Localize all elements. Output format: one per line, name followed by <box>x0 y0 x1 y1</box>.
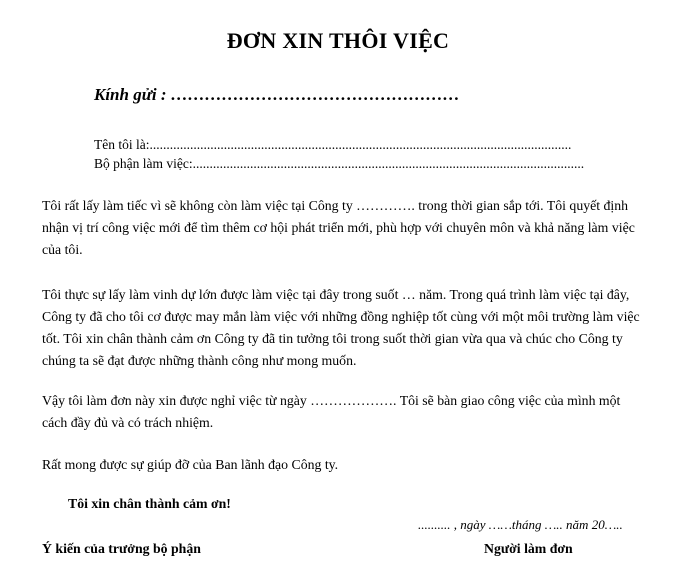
paragraph-line: của tôi. <box>42 242 83 257</box>
paragraph-line: nhận vị trí công việc mới để tìm thêm cơ hội phát triển mới, phù hợp với chuyên môn và khả năng làm việc <box>42 220 635 235</box>
paragraph-line: Tôi thực sự lấy làm vinh dự lớn được làm việc tại đây trong suốt … năm. Trong quá trình làm việc tại đây, <box>42 287 630 302</box>
paragraph-closing <box>42 454 642 476</box>
department-head-signature-label: Ý kiến của trưởng bộ phận <box>42 541 201 556</box>
paragraph-request <box>42 390 642 434</box>
document-title: ĐƠN XIN THÔI VIỆC <box>226 28 450 53</box>
paragraph-line: chúng ta sẽ đạt được những thành công như mong muốn. <box>42 353 357 368</box>
paragraph-line: Tôi rất lấy làm tiếc vì sẽ không còn làm việc tại Công ty …………. trong thời gian sắp tới. Tôi quyết định <box>42 198 629 213</box>
paragraph-line: Rất mong được sự giúp đỡ của Ban lãnh đạo Công ty. <box>42 457 339 472</box>
date-line: .......... , ngày ……tháng ….. năm 20….. <box>418 517 623 532</box>
paragraph-line: cách đầy đủ và có trách nhiệm. <box>42 415 214 430</box>
paragraph-line: tốt. Tôi xin chân thành cảm ơn Công ty đã tin tưởng tôi trong suốt thời gian vừa qua và chúc cho Công ty <box>42 331 623 346</box>
name-field: Tên tôi là:............................................................................................................................. <box>94 137 572 152</box>
paragraph-line: Vậy tôi làm đơn này xin được nghỉ việc từ ngày ………………. Tôi sẽ bàn giao công việc của mình một <box>42 393 621 408</box>
paragraph-regret <box>42 195 642 261</box>
applicant-signature-label: Người làm đơn <box>484 541 573 556</box>
recipient-line: Kính gửi : …………………………………………… <box>94 85 460 104</box>
paragraph-gratitude <box>42 284 642 372</box>
department-field: Bộ phận làm việc:.................................................................................................................... <box>94 156 585 171</box>
paragraph-line: Công ty đã cho tôi cơ được may mắn làm việc với những đồng nghiệp tốt cùng với một môi trường làm việc <box>42 309 640 324</box>
thanks-line: Tôi xin chân thành cảm ơn! <box>68 496 231 511</box>
